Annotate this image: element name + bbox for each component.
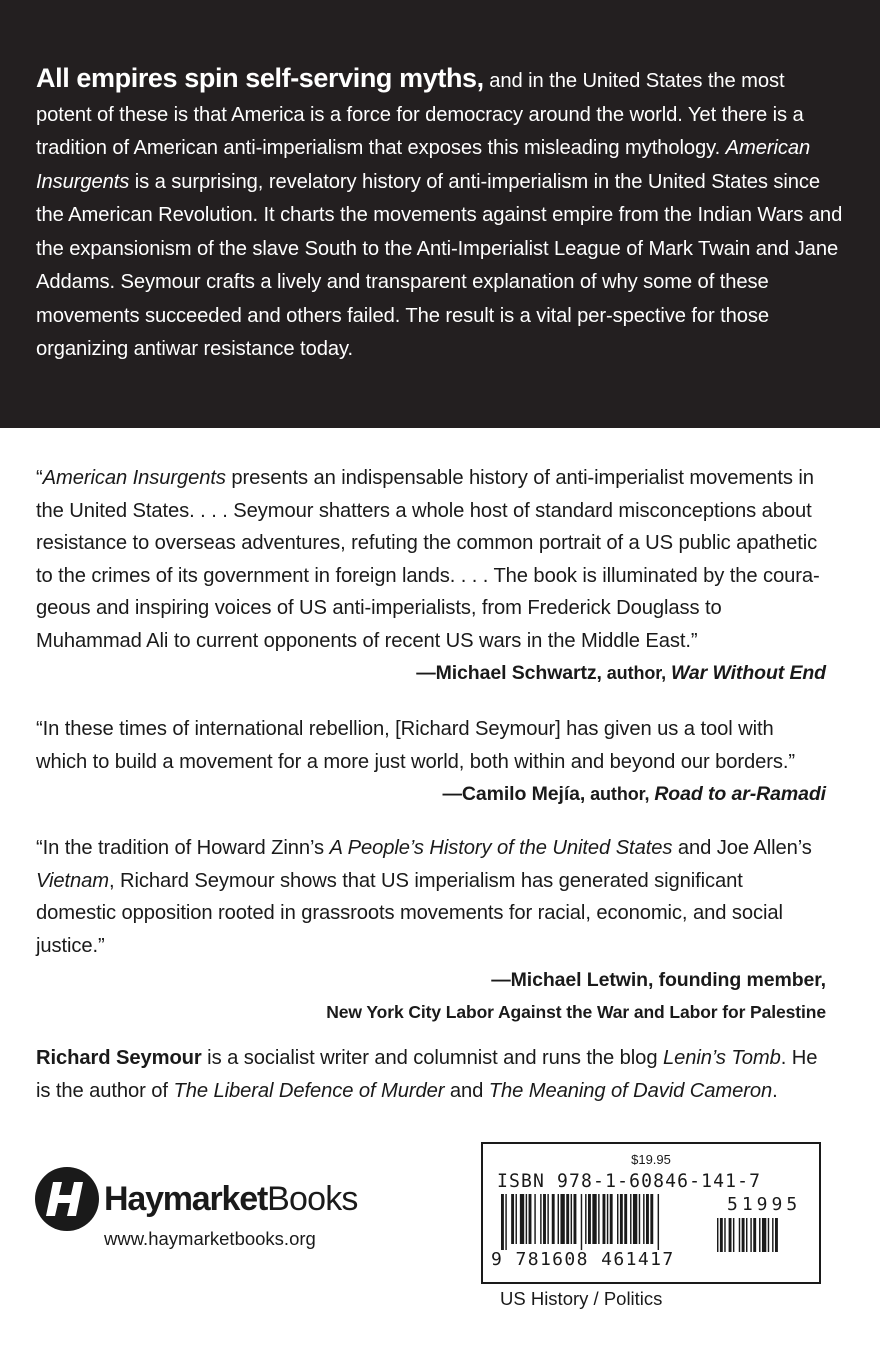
quote-part: and Joe Allen’s: [672, 837, 812, 859]
endorsements: [36, 462, 826, 1107]
bio-book: The Liberal Defence of Murder: [173, 1079, 445, 1102]
quote-part: “In the tradition of Howard Zinn’s: [36, 837, 330, 859]
quote-attribution: [36, 778, 826, 810]
isbn-text: ISBN 978-1-60846-141-7: [497, 1170, 762, 1192]
ean-digits: 9 781608 461417: [491, 1249, 675, 1270]
attribution-org: New York City Labor Against the War and Labor for Palestine: [326, 1002, 826, 1022]
attribution-work: Road to ar-Ramadi: [654, 783, 826, 805]
isbn-barcode: [481, 1142, 821, 1284]
attribution-name: —Camilo Mejía,: [442, 783, 586, 805]
author-name: Richard Seymour: [36, 1047, 202, 1069]
quote-part: , Richard Seymour shows that US imperialism has generated significant domestic opposition rooted in grassroots movements for racial, economic, and social justice.”: [36, 869, 783, 957]
blurb-text-1: and in the United States the most potent of these is that America is a force for democracy around the world. Yet there is a tradition of American anti-imperialism that exposes this misleading mythology.: [36, 70, 804, 159]
publisher-url: www.haymarketbooks.org: [104, 1228, 316, 1249]
attribution-role: author,: [585, 784, 655, 804]
addon-digits: 51995: [727, 1194, 802, 1215]
blurb-lead: All empires spin self-serving myths,: [36, 63, 484, 93]
quote-text: [36, 462, 826, 657]
attribution-role: author,: [601, 663, 671, 683]
quote-attribution: [36, 657, 826, 689]
quote-attribution: —Michael Letwin, founding member,: [491, 969, 826, 991]
open-quote: “: [36, 467, 43, 489]
quote-work-title: Vietnam: [36, 869, 109, 892]
endorsement-letwin: [36, 832, 826, 1028]
publisher-name: [104, 1180, 358, 1219]
quote-work-title: A People’s History of the United States: [329, 837, 673, 859]
quote-body: presents an indispensable history of anti-imperialist movements in the United States. . . . Seymour shatters a whole host of standard misconceptions about resistance to overseas adventures, refuting the common portrait of a US public apathetic to the crimes of its government in foreign lands. . . . The book is illuminated by the coura-geous and inspiring voices of US anti-imperialists, from Frederick Douglass to Muhammad Ali to current opponents of recent US wars in the Middle East.”: [36, 467, 820, 652]
bio-text: is a socialist writer and columnist and runs the blog: [201, 1047, 663, 1069]
quote-text: “In these times of international rebellion, [Richard Seymour] has given us a tool with which to build a movement for a more just world, both within and beyond our borders.”: [36, 718, 796, 773]
endorsement-mejia: [36, 713, 826, 810]
quote-text: [36, 832, 826, 962]
bio-blog: Lenin’s Tomb: [662, 1047, 781, 1069]
back-cover-blurb: [0, 0, 880, 428]
bio-text: . He is the author of: [36, 1047, 818, 1102]
publisher-logo: [34, 1166, 358, 1232]
attribution-name: —Michael Schwartz,: [416, 662, 602, 684]
attribution-work: War Without End: [670, 662, 826, 684]
haymarket-logo-icon: [34, 1166, 100, 1232]
endorsement-schwartz: [36, 462, 826, 689]
blurb-book-title: American Insurgents: [36, 137, 811, 193]
bio-book: The Meaning of David Cameron: [488, 1079, 773, 1102]
category-label: US History / Politics: [500, 1288, 663, 1309]
publisher-name-bold: Haymarket: [104, 1179, 268, 1218]
blurb-text-2: is a surprising, revelatory history of anti-imperialism in the United States since the American Revolution. It charts the movements against empire from the Indian Wars and the expansionism of the slave South to the Anti-Imperialist League of Mark Twain and Jane Addams. Seymour crafts a lively and transparent explanation of why some of these movements succeeded and others failed. The result is a vital per-spective for those organizing antiwar resistance today.: [36, 170, 843, 360]
bio-text: .: [772, 1079, 778, 1102]
author-bio: [36, 1042, 826, 1107]
price: $19.95: [631, 1152, 671, 1167]
publisher-name-light: Books: [267, 1179, 358, 1218]
quote-book-title: American Insurgents: [42, 467, 226, 489]
bio-text: and: [444, 1079, 489, 1102]
